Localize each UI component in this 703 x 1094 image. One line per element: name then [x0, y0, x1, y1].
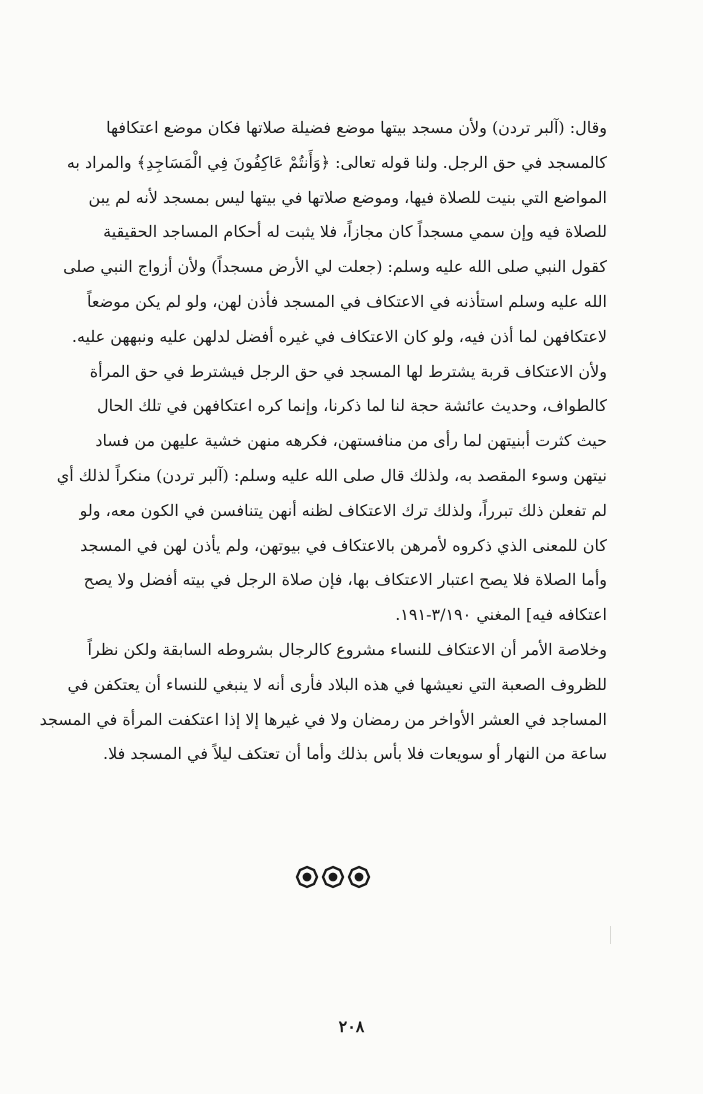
text-line: وخلاصة الأمر أن الاعتكاف للنساء مشروع كالرجال بشروطه السابقة ولكن نظراً: [87, 639, 607, 659]
text-line: نيتهن وسوء المقصد به، ولذلك قال صلى الله عليه وسلم: (آلبر تردن) منكراً لذلك أي: [56, 465, 607, 485]
text-line: كالطواف، وحديث عائشة حجة لنا لما ذكرنا، وإنما كره اعتكافهن في تلك الحال: [96, 396, 607, 416]
text-line: حيث كثرت أبنيتهن لما رأى من منافستهن، فكرهه منهن خشية عليهن من فساد: [95, 431, 607, 451]
text-line: المساجد في العشر الأواخر من رمضان ولا في غيرها إلا إذا اعتكفت المرأة في المسجد: [39, 709, 607, 729]
text-line: وأما الصلاة فلا يصح اعتبار الاعتكاف بها، فإن صلاة الرجل في بيته أفضل ولا يصح: [83, 570, 607, 590]
text-line: وقال: (آلبر تردن) ولأن مسجد بيتها موضع فضيلة صلاتها فكان موضع اعتكافها: [106, 118, 607, 137]
text-line: ولأن الاعتكاف قربة يشترط لها المسجد في حق الرجل فيشترط في حق المرأة: [89, 361, 607, 381]
text-line: ساعة من النهار أو سويعات فلا بأس بذلك وأما أن تعتكف ليلاً في المسجد فلا.: [103, 744, 607, 764]
three-flowers-ornament-icon: [293, 862, 373, 892]
text-line: للصلاة فيه وإن سمي مسجداً كان مجازاً، فلا يثبت له أحكام المساجد الحقيقية: [103, 222, 607, 242]
text-line: كقول النبي صلى الله عليه وسلم: (جعلت لي الأرض مسجداً) ولأن أزواج النبي صلى: [63, 257, 607, 277]
page-number: ٢٠٨: [338, 1017, 365, 1036]
text-line: لم تفعلن ذلك تبرراً، ولذلك ترك الاعتكاف لظنه أنهن يتنافسن في الكون معه، ولو: [79, 500, 607, 520]
text-line: للظروف الصعبة التي نعيشها في هذه البلاد فأرى أنه لا ينبغي للنساء أن يعتكفن في: [67, 674, 607, 694]
text-line: كالمسجد في حق الرجل. ولنا قوله تعالى: ﴿وَأَنتُمْ عَاكِفُونَ فِي الْمَسَاجِدِ﴾ والمراد به: [66, 152, 607, 172]
body-text: [39, 111, 607, 772]
text-line: كان للمعنى الذي ذكروه لأمرهن بالاعتكاف في بيوتهن، ولم يأذن لهن في المسجد: [80, 535, 607, 555]
text-line: لاعتكافهن لما أذن فيه، ولو كان الاعتكاف في غيره أفضل لدلهن عليه ونبههن عليه.: [71, 326, 607, 346]
text-line: المواضع التي بنيت للصلاة فيها، وموضع صلاتها في بيتها ليس بمسجد لأنه لم يبن: [88, 187, 607, 207]
text-line: اعتكافه فيه] المغني ٣/١٩٠-١٩١.: [395, 605, 607, 625]
text-line: الله عليه وسلم استأذنه في الاعتكاف في المسجد فأذن لهن، ولو لم يكن موضعاً: [87, 291, 607, 311]
margin-mark: [610, 926, 611, 944]
